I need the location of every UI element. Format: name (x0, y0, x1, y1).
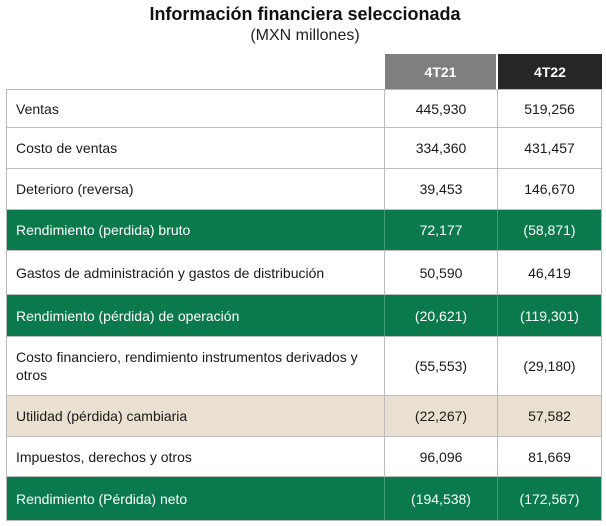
value-4t21: (194,538) (385, 477, 498, 520)
row-label: Rendimiento (Pérdida) neto (7, 477, 385, 520)
table-row (7, 395, 601, 436)
table-title: Información financiera seleccionada (149, 4, 461, 24)
row-label: Ventas (7, 90, 385, 127)
table-row (7, 90, 601, 127)
value-4t21: (55,553) (385, 337, 498, 395)
value-4t22: (58,871) (523, 222, 576, 238)
table-row (7, 436, 601, 476)
value-4t21: 334,360 (385, 128, 498, 168)
table-row (7, 476, 601, 520)
value-4t21: 72,177 (385, 210, 498, 250)
value-4t22: 519,256 (524, 100, 575, 117)
table-row (7, 250, 601, 294)
column-header-4t21: 4T21 (385, 54, 496, 89)
value-4t21: (20,621) (385, 295, 498, 336)
value-4t22: (172,567) (519, 490, 580, 507)
table-row (7, 209, 601, 250)
value-4t21: 96,096 (385, 437, 498, 476)
value-4t21: 445,930 (385, 90, 498, 127)
value-4t22: (119,301) (520, 307, 579, 324)
value-4t22: 46,419 (528, 264, 571, 281)
value-4t22: 57,582 (528, 408, 571, 424)
table-row (7, 294, 601, 336)
table-row (7, 336, 601, 395)
value-4t22: 81,669 (528, 448, 571, 465)
value-4t22: 146,670 (524, 181, 575, 197)
row-label: Utilidad (pérdida) cambiaria (7, 396, 385, 436)
value-4t22: 431,457 (524, 140, 575, 156)
row-label: Impuestos, derechos y otros (7, 437, 385, 476)
table-subtitle: (MXN millones) (250, 27, 360, 44)
value-4t21: (22,267) (385, 396, 498, 436)
row-label: Deterioro (reversa) (7, 169, 385, 209)
table-row (7, 127, 601, 168)
row-label: Costo de ventas (7, 128, 385, 168)
value-4t21: 39,453 (385, 169, 498, 209)
value-4t22: (29,180) (523, 358, 576, 374)
row-label: Gastos de administración y gastos de distribución (7, 251, 385, 294)
row-label: Rendimiento (pérdida) de operación (7, 295, 385, 336)
value-4t21: 50,590 (385, 251, 498, 294)
row-label: Costo financiero, rendimiento instrumentos derivados y otros (7, 337, 385, 395)
row-label: Rendimiento (perdida) bruto (7, 210, 385, 250)
column-header-4t22: 4T22 (498, 54, 602, 89)
table-row (7, 168, 601, 209)
financial-table (6, 89, 602, 521)
